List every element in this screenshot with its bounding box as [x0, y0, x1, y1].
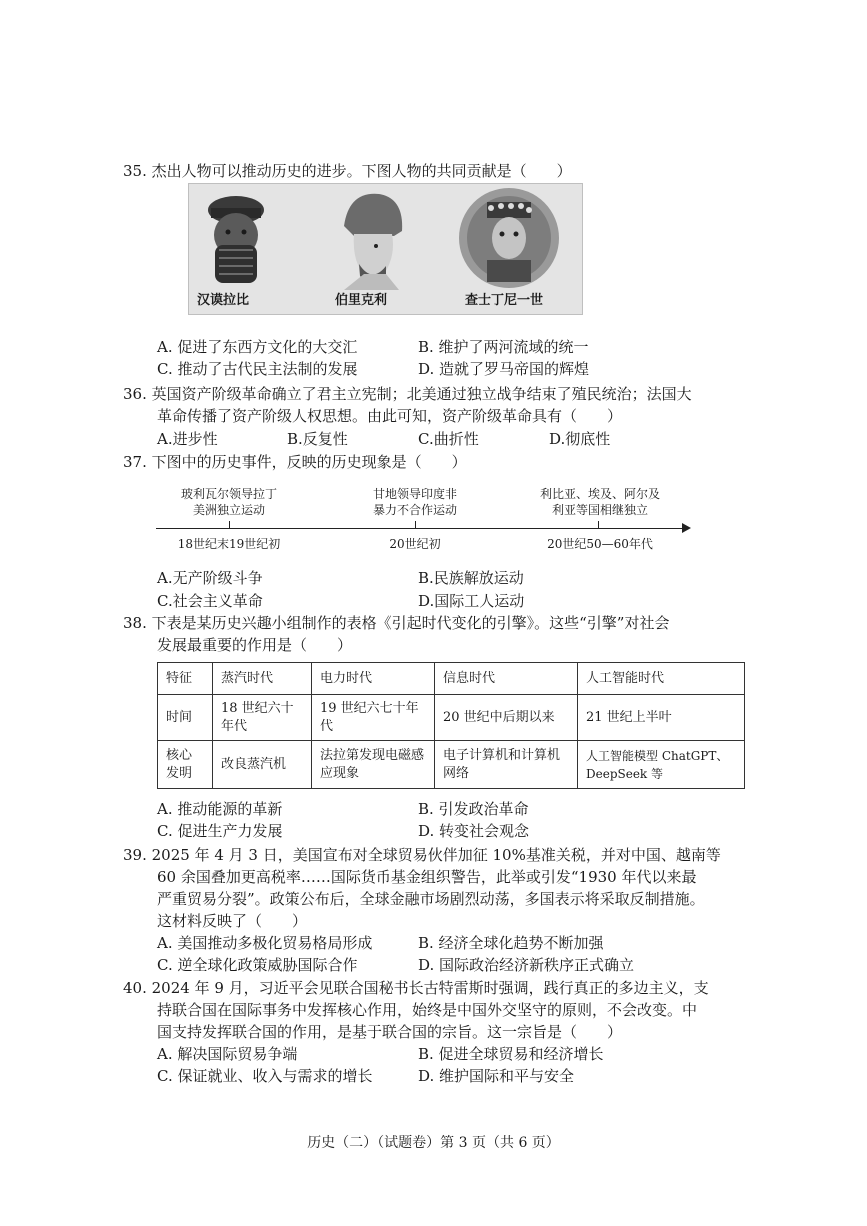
- table-cell: 21 世纪上半叶: [578, 695, 745, 741]
- table-header-row: [158, 663, 745, 695]
- q38-stem-line1: 38. 下表是某历史兴趣小组制作的表格《引起时代变化的引擎》。这些“引擎”对社会: [123, 614, 670, 632]
- table-cell: 信息时代: [435, 663, 578, 695]
- table-cell: 核心发明: [158, 741, 213, 789]
- q36-stem-line1: 36. 英国资产阶级革命确立了君主立宪制；北美通过独立战争结束了殖民统治；法国大: [123, 385, 692, 403]
- q36-stem-line2: 革命传播了资产阶级人权思想。由此可知，资产阶级革命具有（ ）: [157, 407, 623, 425]
- timeline-time-1: 18世纪末19世纪初: [177, 537, 281, 551]
- timeline-event-3-line2: 利亚等国相继独立: [551, 503, 648, 517]
- table-cell: 电子计算机和计算机网络: [435, 741, 578, 789]
- q37-option-a: A.无产阶级斗争: [157, 569, 263, 587]
- caption-pericles: 伯里克利: [335, 293, 388, 308]
- justinian-portrait: [457, 186, 561, 290]
- table-cell: 特征: [158, 663, 213, 695]
- table-cell: 人工智能模型 ChatGPT、DeepSeek 等: [578, 741, 745, 789]
- pericles-portrait: [324, 186, 414, 290]
- caption-justinian: 查士丁尼一世: [465, 293, 544, 308]
- table-cell: 18 世纪六十年代: [213, 695, 312, 741]
- table-cell: 电力时代: [312, 663, 435, 695]
- q37-option-d: D.国际工人运动: [418, 592, 525, 610]
- q40-option-d: D. 维护国际和平与安全: [418, 1067, 575, 1085]
- timeline-tick-2: [415, 521, 416, 529]
- q36-option-b: B.反复性: [287, 430, 348, 448]
- table-cell: 19 世纪六七十年代: [312, 695, 435, 741]
- q40-option-a: A. 解决国际贸易争端: [157, 1045, 298, 1063]
- table-row: [158, 695, 745, 741]
- q38-option-d: D. 转变社会观念: [418, 822, 530, 840]
- q36-option-d: D.彻底性: [549, 430, 611, 448]
- timeline-arrowhead: [682, 523, 691, 533]
- q38-option-a: A. 推动能源的革新: [157, 800, 283, 818]
- q35-option-d: D. 造就了罗马帝国的辉煌: [418, 360, 590, 378]
- timeline-event-1-line1: 玻利瓦尔领导拉丁: [180, 487, 277, 501]
- table-cell: 时间: [158, 695, 213, 741]
- q39-stem-line3: 严重贸易分裂”。政策公布后，全球金融市场剧烈动荡，多国表示将采取反制措施。: [157, 890, 705, 908]
- q35-stem: 35. 杰出人物可以推动历史的进步。下图人物的共同贡献是（ ）: [123, 162, 572, 180]
- hammurabi-portrait: [201, 190, 271, 288]
- q39-stem-line4: 这材料反映了（ ）: [157, 912, 308, 930]
- table-cell: 法拉第发现电磁感应现象: [312, 741, 435, 789]
- q35-option-b: B. 维护了两河流域的统一: [418, 338, 589, 356]
- q37-option-c: C.社会主义革命: [157, 592, 263, 610]
- table-cell: 蒸汽时代: [213, 663, 312, 695]
- q35-option-c: C. 推动了古代民主法制的发展: [157, 360, 358, 378]
- q39-option-a: A. 美国推动多极化贸易格局形成: [157, 934, 373, 952]
- q39-option-d: D. 国际政治经济新秩序正式确立: [418, 956, 635, 974]
- q39-option-b: B. 经济全球化趋势不断加强: [418, 934, 604, 952]
- q39-stem-line2: 60 余国叠加更高税率……国际货币基金组织警告，此举或引发“1930 年代以来最: [157, 868, 697, 886]
- timeline-tick-1: [229, 521, 230, 529]
- timeline-event-1-line2: 美洲独立运动: [192, 503, 265, 517]
- timeline-event-3-line1: 利比亚、埃及、阿尔及: [539, 487, 660, 501]
- q35-option-a: A. 促进了东西方文化的大交汇: [157, 338, 358, 356]
- timeline-event-2-line2: 暴力不合作运动: [372, 503, 457, 517]
- caption-hammurabi: 汉谟拉比: [197, 293, 250, 308]
- table-cell: 人工智能时代: [578, 663, 745, 695]
- timeline-event-2-line1: 甘地领导印度非: [372, 487, 457, 501]
- table-row: [158, 741, 745, 789]
- q37-option-b: B.民族解放运动: [418, 569, 524, 587]
- timeline-tick-3: [598, 521, 599, 529]
- timeline-time-3: 20世纪50—60年代: [547, 537, 653, 551]
- timeline-axis: [156, 528, 684, 529]
- q39-option-c: C. 逆全球化政策威胁国际合作: [157, 956, 358, 974]
- page-footer: 历史（二）（试题卷）第 3 页（共 6 页）: [307, 1135, 560, 1151]
- q40-stem-line3: 国支持发挥联合国的作用，是基于联合国的宗旨。这一宗旨是（ ）: [157, 1023, 623, 1041]
- q40-option-b: B. 促进全球贸易和经济增长: [418, 1045, 604, 1063]
- table-cell: 20 世纪中后期以来: [435, 695, 578, 741]
- q37-stem: 37. 下图中的历史事件，反映的历史现象是（ ）: [123, 453, 467, 471]
- q36-option-a: A.进步性: [157, 430, 218, 448]
- q38-option-c: C. 促进生产力发展: [157, 822, 283, 840]
- q36-option-c: C.曲折性: [418, 430, 479, 448]
- q38-stem-line2: 发展最重要的作用是（ ）: [157, 636, 353, 654]
- q40-stem-line1: 40. 2024 年 9 月，习近平会见联合国秘书长古特雷斯时强调，践行真正的多边主义，支: [123, 979, 709, 997]
- q40-option-c: C. 保证就业、收入与需求的增长: [157, 1067, 373, 1085]
- q40-stem-line2: 持联合国在国际事务中发挥核心作用，始终是中国外交坚守的原则，不会改变。中: [157, 1001, 698, 1019]
- q39-stem-line1: 39. 2025 年 4 月 3 日，美国宣布对全球贸易伙伴加征 10%基准关税，并对中国、越南等: [123, 846, 721, 864]
- q38-option-b: B. 引发政治革命: [418, 800, 529, 818]
- q35-figure: [188, 183, 583, 315]
- engine-table: [157, 662, 745, 789]
- table-cell: 改良蒸汽机: [213, 741, 312, 789]
- timeline-time-2: 20世纪初: [389, 537, 441, 551]
